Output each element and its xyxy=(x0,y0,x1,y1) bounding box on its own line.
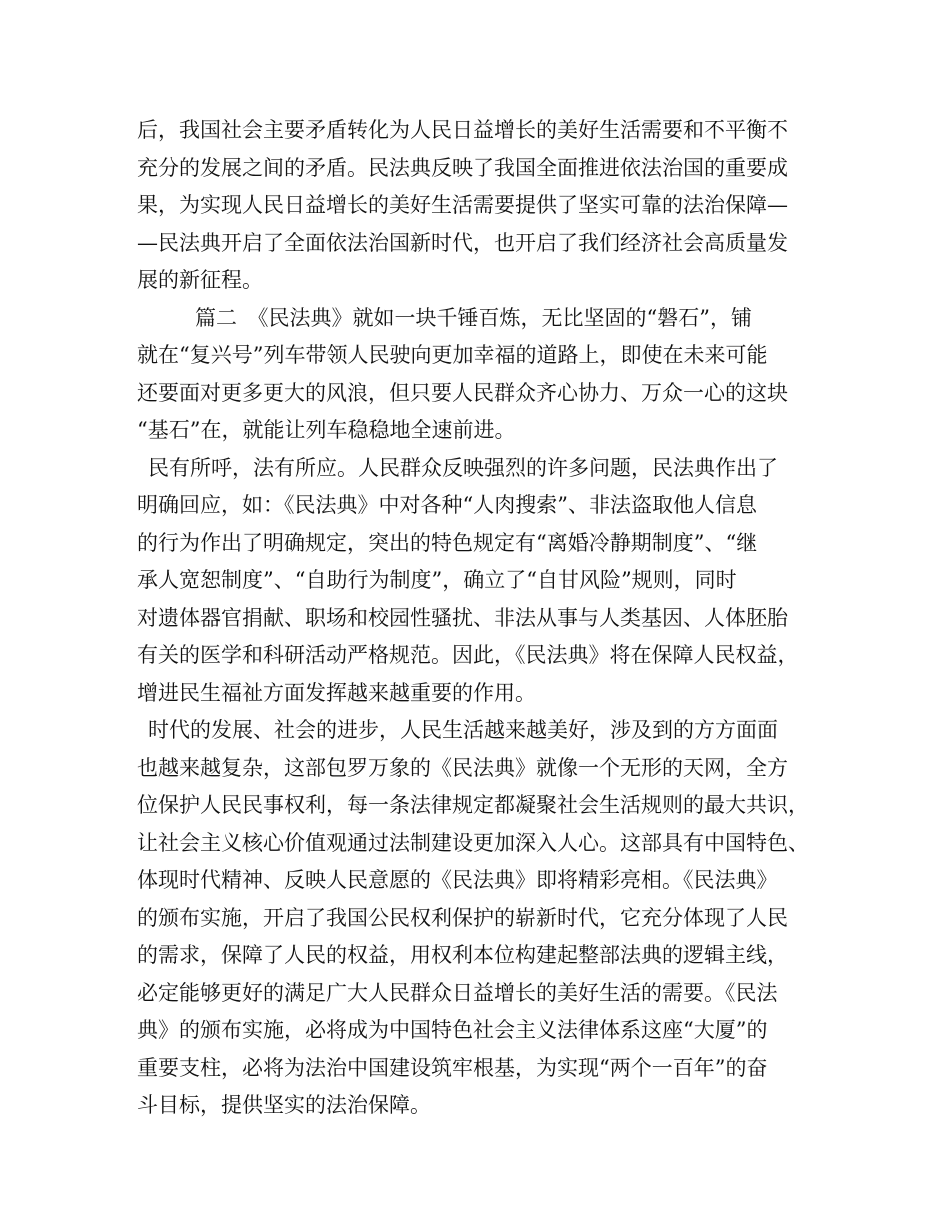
text-line: 增进民生福祉方面发挥越来越重要的作用。 xyxy=(137,680,536,705)
text-line: 体现时代精神、反映人民意愿的《民法典》即将精彩亮相。《民法典》 xyxy=(137,868,778,892)
text-line: 篇二 《民法典》就如一块千锤百炼，无比坚固的“磐石”，铺 xyxy=(195,305,752,330)
text-line: 重要支柱，必将为法治中国建设筑牢根基，为实现“两个一百年”的奋 xyxy=(137,1055,768,1080)
text-line: 斗目标，提供坚实的法治保障。 xyxy=(137,1093,431,1117)
text-line: 明确回应，如：《民法典》中对各种“人肉搜索”、非法盗取他人信息 xyxy=(137,493,757,517)
text-line: 对遗体器官捐献、职场和校园性骚扰、非法从事与人类基因、人体胚胎 xyxy=(137,605,788,630)
paragraph-1 xyxy=(137,112,837,300)
text-line: 的行为作出了明确规定，突出的特色规定有“离婚冷静期制度”、“继 xyxy=(137,530,758,555)
text-line: 果，为实现人民日益增长的美好生活需要提供了坚实可靠的法治保障— xyxy=(137,193,788,217)
text-line: 也越来越复杂，这部包罗万象的《民法典》就像一个无形的天网，全方 xyxy=(137,755,788,780)
document-body xyxy=(137,112,837,1125)
text-line: 的需求，保障了人民的权益，用权利本位构建起整部法典的逻辑主线， xyxy=(137,943,788,967)
text-line: 充分的发展之间的矛盾。民法典反映了我国全面推进依法治国的重要成 xyxy=(137,155,788,180)
paragraph-3 xyxy=(137,450,837,713)
text-line: 的颁布实施，开启了我国公民权利保护的崭新时代，它充分体现了人民 xyxy=(137,905,788,930)
text-line: 位保护人民民事权利，每一条法律规定都凝聚社会生活规则的最大共识， xyxy=(137,793,809,817)
text-line: 后，我国社会主要矛盾转化为人民日益增长的美好生活需要和不平衡不 xyxy=(137,118,788,142)
text-line: —民法典开启了全面依法治国新时代，也开启了我们经济社会高质量发 xyxy=(137,230,788,255)
paragraph-2 xyxy=(137,300,837,450)
text-line: 有关的医学和科研活动严格规范。因此，《民法典》将在保障人民权益， xyxy=(137,643,799,667)
text-line: 让社会主义核心价值观通过法制建设更加深入人心。这部具有中国特色、 xyxy=(137,830,809,855)
text-line: 民有所呼，法有所应。人民群众反映强烈的许多问题，民法典作出了 xyxy=(148,455,778,480)
text-line: 就在“复兴号”列车带领人民驶向更加幸福的道路上，即使在未来可能 xyxy=(137,343,768,367)
text-line: 必定能够更好的满足广大人民群众日益增长的美好生活的需要。《民法 xyxy=(137,980,778,1005)
text-line: “基石”在，就能让列车稳稳地全速前进。 xyxy=(137,418,516,442)
text-line: 典》的颁布实施，必将成为中国特色社会主义法律体系这座“大厦”的 xyxy=(137,1018,768,1042)
text-line: 展的新征程。 xyxy=(137,268,263,292)
paragraph-4 xyxy=(137,712,837,1125)
text-line: 承人宽恕制度”、“自助行为制度”，确立了“自甘风险”规则，同时 xyxy=(137,568,737,592)
text-line: 还要面对更多更大的风浪，但只要人民群众齐心协力、万众一心的这块 xyxy=(137,380,788,405)
text-line: 时代的发展、社会的进步，人民生活越来越美好，涉及到的方方面面 xyxy=(148,718,778,742)
